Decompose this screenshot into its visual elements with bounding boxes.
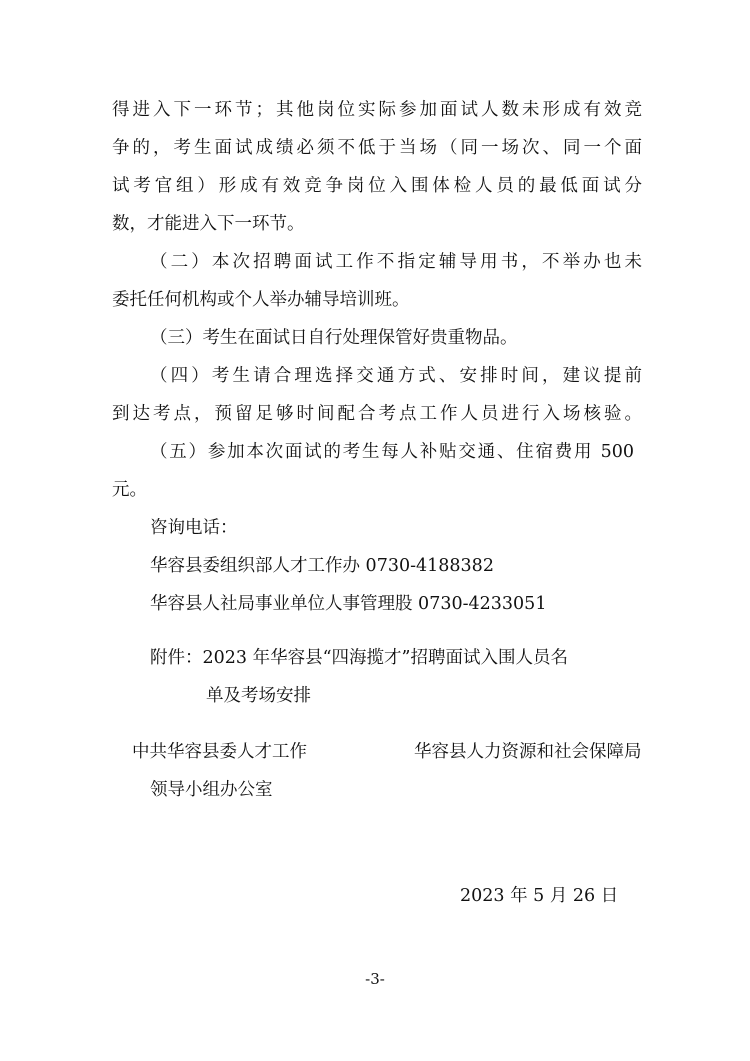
- body-line-1: 得进入下一环节；其他岗位实际参加面试人数未形成有效竞: [112, 100, 642, 120]
- body-line-4: 数，才能进入下一环节。: [112, 214, 305, 234]
- contact-line-2: 华容县人社局事业单位人事管理股 0730-4233051: [150, 594, 547, 614]
- page-number: -3-: [365, 970, 385, 988]
- body-line-10: （五）参加本次面试的考生每人补贴交通、住宿费用 500: [150, 442, 634, 462]
- body-line-9: 到达考点，预留足够时间配合考点工作人员进行入场核验。: [112, 404, 642, 424]
- signature-left-line-1: 中共华容县委人才工作: [132, 742, 307, 762]
- signature-right: 华容县人力资源和社会保障局: [414, 742, 642, 762]
- body-line-2: 争的，考生面试成绩必须不低于当场（同一场次、同一个面: [112, 138, 642, 158]
- body-line-8: （四）考生请合理选择交通方式、安排时间，建议提前: [150, 366, 642, 386]
- body-line-3: 试考官组）形成有效竞争岗位入围体检人员的最低面试分: [112, 176, 642, 196]
- body-line-7: （三）考生在面试日自行处理保管好贵重物品。: [150, 328, 518, 348]
- attachment-line-2: 单及考场安排: [206, 686, 311, 706]
- signature-left-line-2: 领导小组办公室: [150, 780, 273, 800]
- body-line-11: 元。: [112, 480, 147, 500]
- contact-heading: 咨询电话：: [150, 518, 238, 538]
- attachment-line-1: 附件：2023 年华容县“四海揽才”招聘面试入围人员名: [150, 648, 568, 668]
- body-line-5: （二）本次招聘面试工作不指定辅导用书，不举办也未: [150, 252, 642, 272]
- body-line-6: 委托任何机构或个人举办辅导培训班。: [112, 290, 410, 310]
- document-date: 2023 年 5 月 26 日: [460, 886, 619, 906]
- contact-line-1: 华容县委组织部人才工作办 0730-4188382: [150, 556, 494, 576]
